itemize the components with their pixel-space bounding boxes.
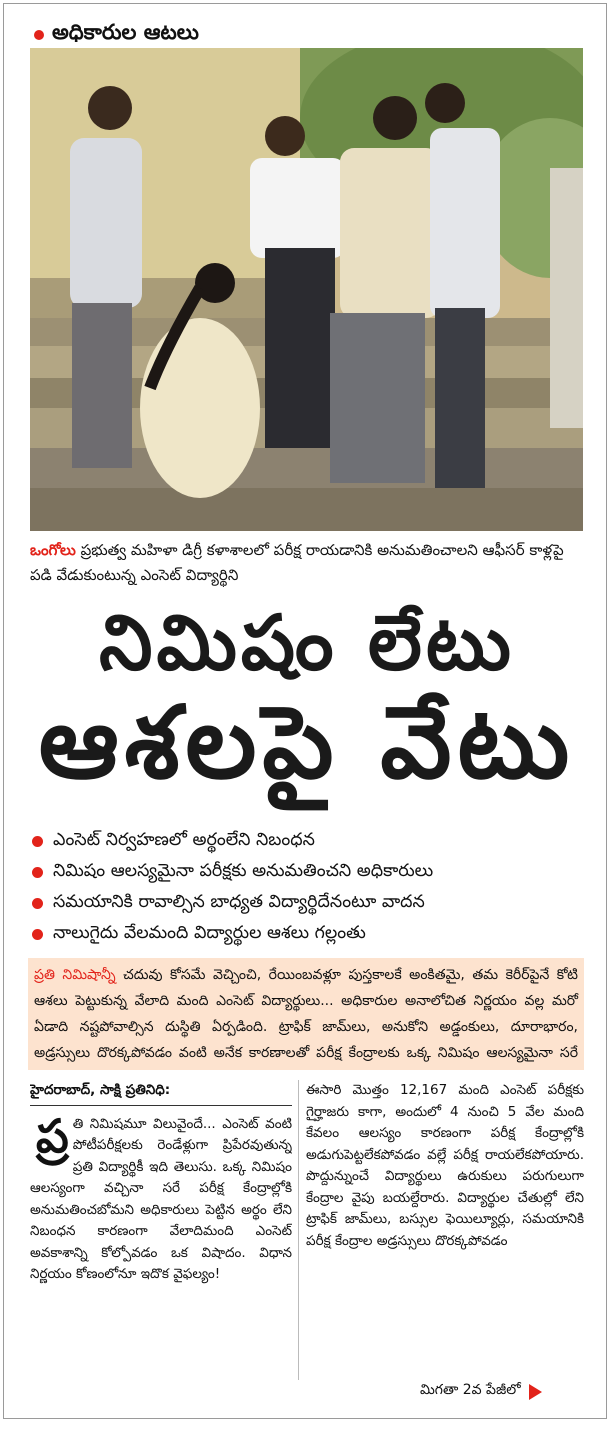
bullet-text: నాలుగైదు వేలమంది విద్యార్థుల ఆశలు గల్లంతు xyxy=(53,922,366,943)
body-text-right: ఈసారి మొత్తం 12,167 మంది ఎంసెట్ పరీక్షకు గైర్హాజరు కాగా, అందులో 4 నుంచి 5 వేల మంది కేవలం ఆలస్యం కారణంగా పరీక్ష కేంద్రాల్లోకి అడుగుపెట్టలేకపోవడం వల్లే పరీక్ష రాయలేకపోయారు. పొద్దున్నుంచే విద్యార్థులు ఉరుకులు పరుగులుగా కేంద్రాల వైపు బయల్దేరారు. విద్యార్థుల చేతుల్లో లేని ట్రాఫిక్ జామ్‌లు, బస్సుల ఫెయిల్యూర్లు, సమయానికి పరీక్ష కేంద్రాల అడ్రస్సులు దొరక్కపోవడం xyxy=(306,1082,584,1249)
section-tag xyxy=(34,20,199,50)
bullet-dot-icon xyxy=(32,929,43,940)
intro-paragraph xyxy=(28,958,584,1070)
column-divider xyxy=(298,1080,299,1380)
bullet-text: సమయానికి రావాల్సిన బాధ్యత విద్యార్థిదేనంటూ వాదన xyxy=(53,891,425,912)
bullet-item xyxy=(32,888,592,919)
intro-lead: ప్రతి నిమిషాన్నీ xyxy=(34,967,116,983)
bullet-dot-icon xyxy=(32,867,43,878)
section-tag-label: అధికారుల ఆటలు xyxy=(52,20,199,44)
drop-cap: ప్ర xyxy=(36,1108,69,1163)
article-column-left xyxy=(30,1080,292,1286)
body-text-left: తి నిమిషమూ విలువైందే... ఎంసెట్ వంటి పోటీపరీక్షలకు రెండేళ్లుగా ప్రిపేరవుతున్న ప్రతి విద్యార్థికీ ఇది తెలుసు. ఒక్క నిమిషం ఆలస్యంగా వచ్చినా సరే పరీక్ష కేంద్రాల్లోకి అనుమతించబోమని అధికారులు పెట్టిన అర్థం లేని నిబంధన కారణంగా వేలాదిమంది ఎంసెట్ అవకాశాన్ని కోల్పోవడం ఒక విషాదం. విధాన నిర్ణయం కోణంలోనూ ఇదొక వైఫల్యం! xyxy=(30,1115,292,1282)
highlight-bullets xyxy=(32,826,592,950)
bullet-text: నిమిషం ఆలస్యమైనా పరీక్షకు అనుమతించని అధికారులు xyxy=(53,860,434,881)
caption-text: ప్రభుత్వ మహిళా డిగ్రీ కళాశాలలో పరీక్ష రాయడానికి అనుమతించాలని ఆఫీసర్ కాళ్లపై పడి వేడుకుంటున్న ఎంసెట్ విద్యార్థిని xyxy=(30,541,564,584)
caption-place: ఒంగోలు xyxy=(30,541,76,559)
news-photo xyxy=(30,48,583,531)
bullet-dot-icon xyxy=(32,898,43,909)
bullet-text: ఎంసెట్ నిర్వహణలో అర్థంలేని నిబంధన xyxy=(53,829,315,850)
bullet-item xyxy=(32,826,592,857)
bullet-item xyxy=(32,919,592,950)
dateline: హైదరాబాద్, సాక్షి ప్రతినిధి: xyxy=(30,1080,292,1106)
continued-note xyxy=(420,1382,542,1401)
article-column-right xyxy=(306,1080,584,1380)
play-arrow-icon xyxy=(529,1384,542,1400)
intro-text: చదువు కోసమే వెచ్చించి, రేయింబవళ్లూ పుస్తకాలకే అంకితమై, తమ కెరీర్‌పైనే కోటి ఆశలు పెట్టుకున్న వేలాది మంది ఎంసెట్ విద్యార్థులు... అధికారుల అనాలోచిత నిర్ణయం వల్ల మరో ఏడాది నష్టపోవాల్సిన దుస్థితి ఏర్పడింది. ట్రాఫిక్ జామ్‌లు, అనుకోని అడ్డంకులు, దూరాభారం, అడ్రస్సులు దొరక్కపోవడం వంటి అనేక కారణాలతో పరీక్ష కేంద్రాలకు ఒక్క నిమిషం ఆలస్యమైనా సరే xyxy=(34,967,578,1061)
bullet-item xyxy=(32,857,592,888)
photo-caption xyxy=(30,538,583,588)
bullet-dot-icon xyxy=(34,30,44,40)
continued-label: మిగతా 2వ పేజీలో xyxy=(420,1382,521,1398)
headline-line-2: ఆశలపై వేటు xyxy=(38,684,576,801)
bullet-dot-icon xyxy=(32,836,43,847)
headline-line-1: నిమిషం లేటు xyxy=(99,598,515,687)
